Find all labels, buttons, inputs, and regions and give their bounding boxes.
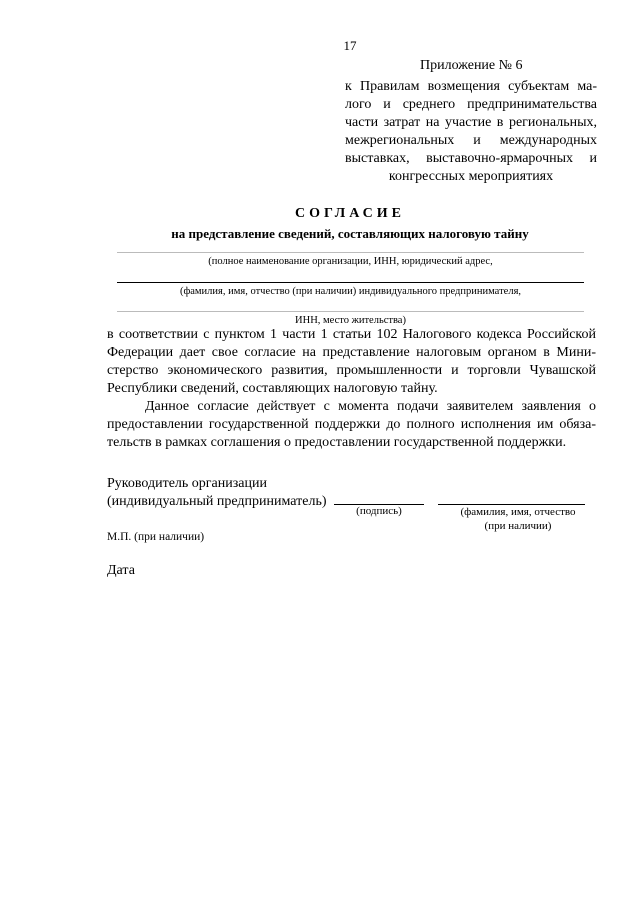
name-caption xyxy=(438,505,598,533)
signatory-line: Руководитель организации xyxy=(107,476,267,491)
document-title: СОГЛАСИЕ xyxy=(295,206,405,221)
date-label: Дата xyxy=(107,563,135,578)
org-fill-line-2 xyxy=(117,282,584,283)
inn-caption: ИНН, место жительства) xyxy=(295,315,406,326)
stamp-label: М.П. (при наличии) xyxy=(107,531,205,543)
appendix-line: конгрессных мероприятиях xyxy=(388,169,554,184)
name-caption-line: (фамилия, имя, отчество xyxy=(460,506,576,518)
signatory-label xyxy=(107,475,327,511)
document-subtitle: на представление сведений, составляющих налоговую тайну xyxy=(171,226,529,241)
paragraph-line: в соответствии с пунктом 1 части 1 статьи 102 Налогового кодекса Российской xyxy=(107,327,596,342)
paragraph-line: Республики сведений, составляющих налоговую тайну. xyxy=(107,381,438,396)
signature-caption: (подпись) xyxy=(356,505,402,517)
paragraph-line: Данное согласие действует с момента подачи заявителем заявления о xyxy=(145,399,596,414)
org-fill-line xyxy=(117,252,584,253)
appendix-line: части затрат на участие в региональных, xyxy=(345,115,597,130)
consent-paragraph xyxy=(107,326,596,398)
page-number: 17 xyxy=(343,38,357,53)
appendix-line: лого и среднего предпринимательства xyxy=(345,97,597,112)
signatory-line: (индивидуальный предприниматель) xyxy=(107,494,327,509)
paragraph-line: тельств в рамках соглашения о предоставлении государственной поддержки. xyxy=(107,435,567,450)
paragraph-line: Федерации дает свое согласие на представление налоговым органом в Мини- xyxy=(107,345,596,360)
org-caption: (полное наименование организации, ИНН, юридический адрес, xyxy=(208,256,493,267)
person-caption: (фамилия, имя, отчество (при наличии) индивидуального предпринимателя, xyxy=(179,286,522,297)
appendix-text xyxy=(345,78,597,186)
appendix-title: Приложение № 6 xyxy=(420,58,523,73)
validity-paragraph xyxy=(107,398,596,452)
name-caption-line: (при наличии) xyxy=(484,520,552,532)
appendix-line: межрегиональных и международных xyxy=(345,133,597,148)
person-fill-line xyxy=(117,311,584,312)
paragraph-line: стерство экономического развития, промышленности и торговли Чувашской xyxy=(107,363,596,378)
appendix-line: выставках, выставочно-ярмарочных и xyxy=(345,151,597,166)
appendix-line: к Правилам возмещения субъектам ма- xyxy=(345,79,597,94)
paragraph-line: предоставлении государственной поддержки до полного исполнения им обяза- xyxy=(107,417,596,432)
